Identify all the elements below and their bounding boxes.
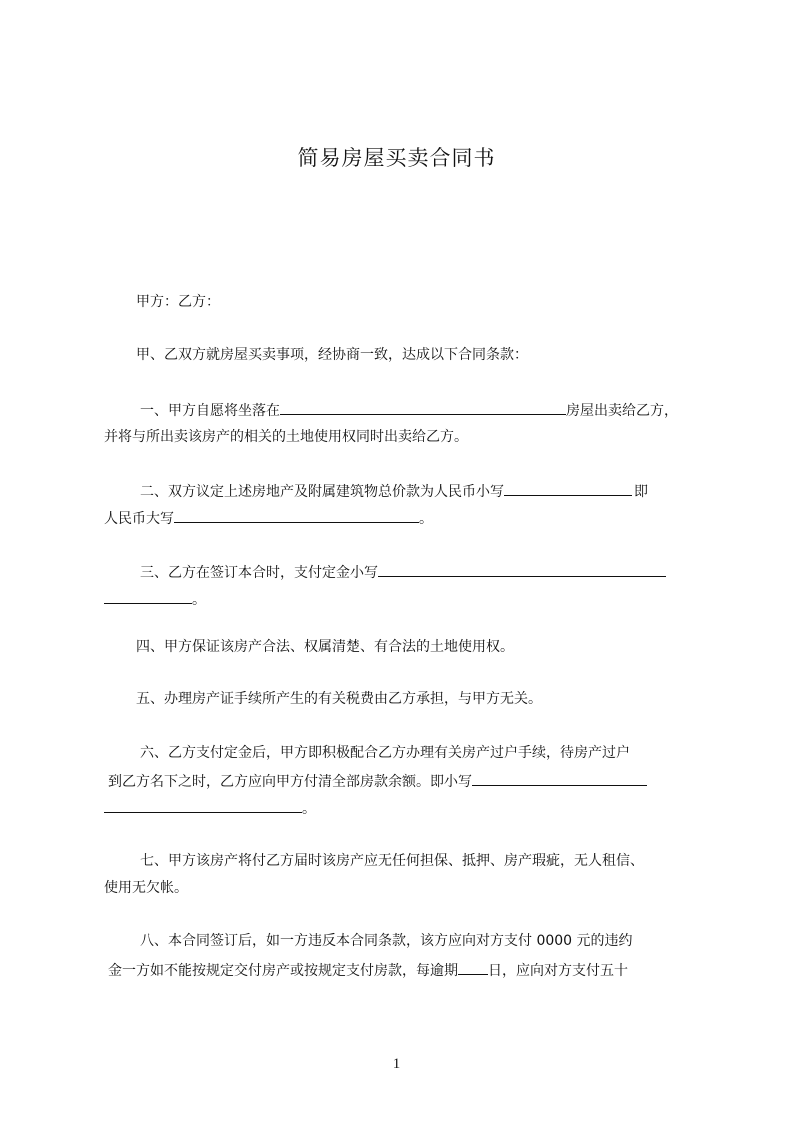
clause-5: 五、办理房产证手续所产生的有关税费由乙方承担，与甲方无关。 (136, 691, 542, 707)
clause-3-line-2 (104, 589, 714, 609)
clause-4: 四、甲方保证该房产合法、权属清楚、有合法的土地使用权。 (136, 639, 514, 655)
clause-8-line-1: 八、本合同签订后，如一方违反本合同条款，该方应向对方支付 0000 元的违约 (140, 933, 633, 949)
clause-6-text: 到乙方名下之时，乙方应向甲方付清全部房款余额。即小写 (108, 774, 472, 790)
clause-8-text-b: 日，应向对方支付五十 (488, 963, 628, 979)
clause-2-line-1 (140, 481, 750, 501)
price-words-blank (174, 508, 419, 523)
clause-6-end: 。 (302, 801, 316, 817)
days-overdue-blank (458, 960, 488, 975)
clause-7-line-1: 七、甲方该房产将付乙方届时该房产应无任何担保、抵押、房产瑕疵，无人租信、 (140, 853, 644, 869)
balance-blank-2 (104, 798, 302, 813)
document-title: 简易房屋买卖合同书 (297, 146, 496, 170)
clause-3-end: 。 (192, 592, 206, 608)
clause-1-text-b: 房屋出卖给乙方， (566, 403, 678, 419)
intro-paragraph: 甲、乙双方就房屋买卖事项，经协商一致，达成以下合同条款： (136, 347, 528, 363)
location-blank (280, 400, 566, 415)
clause-6-line-1: 六、乙方支付定金后，甲方即积极配合乙方办理有关房产过户手续，待房产过户 (140, 745, 630, 761)
balance-blank-1 (472, 771, 647, 786)
deposit-blank-1 (378, 562, 666, 577)
clause-7-line-2: 使用无欠帐。 (104, 880, 188, 896)
clause-2-text-a: 二、双方议定上述房地产及附属建筑物总价款为人民币小写 (140, 484, 504, 500)
clause-3-text: 三、乙方在签订本合时，支付定金小写 (140, 565, 378, 581)
parties-line: 甲方：乙方： (136, 294, 220, 310)
clause-3-line-1 (140, 562, 750, 582)
clause-6-line-3 (104, 798, 714, 818)
clause-6-line-2 (108, 771, 718, 791)
clause-1-line-2: 并将与所出卖该房产的相关的土地使用权同时出卖给乙方。 (104, 429, 468, 445)
clause-1-text-a: 一、甲方自愿将坐落在 (140, 403, 280, 419)
page-number: 1 (392, 1056, 401, 1072)
clause-2-text-c: 人民币大写 (104, 511, 174, 527)
clause-2-line-2 (104, 508, 714, 528)
deposit-blank-2 (104, 589, 192, 604)
price-figures-blank (504, 481, 632, 496)
clause-2-text-d: 。 (419, 511, 433, 527)
clause-2-text-b: 即 (634, 484, 648, 500)
clause-8-line-2 (108, 960, 718, 980)
clause-8-text-a: 金一方如不能按规定交付房产或按规定支付房款，每逾期 (108, 963, 458, 979)
clause-1-line-1 (140, 400, 750, 420)
